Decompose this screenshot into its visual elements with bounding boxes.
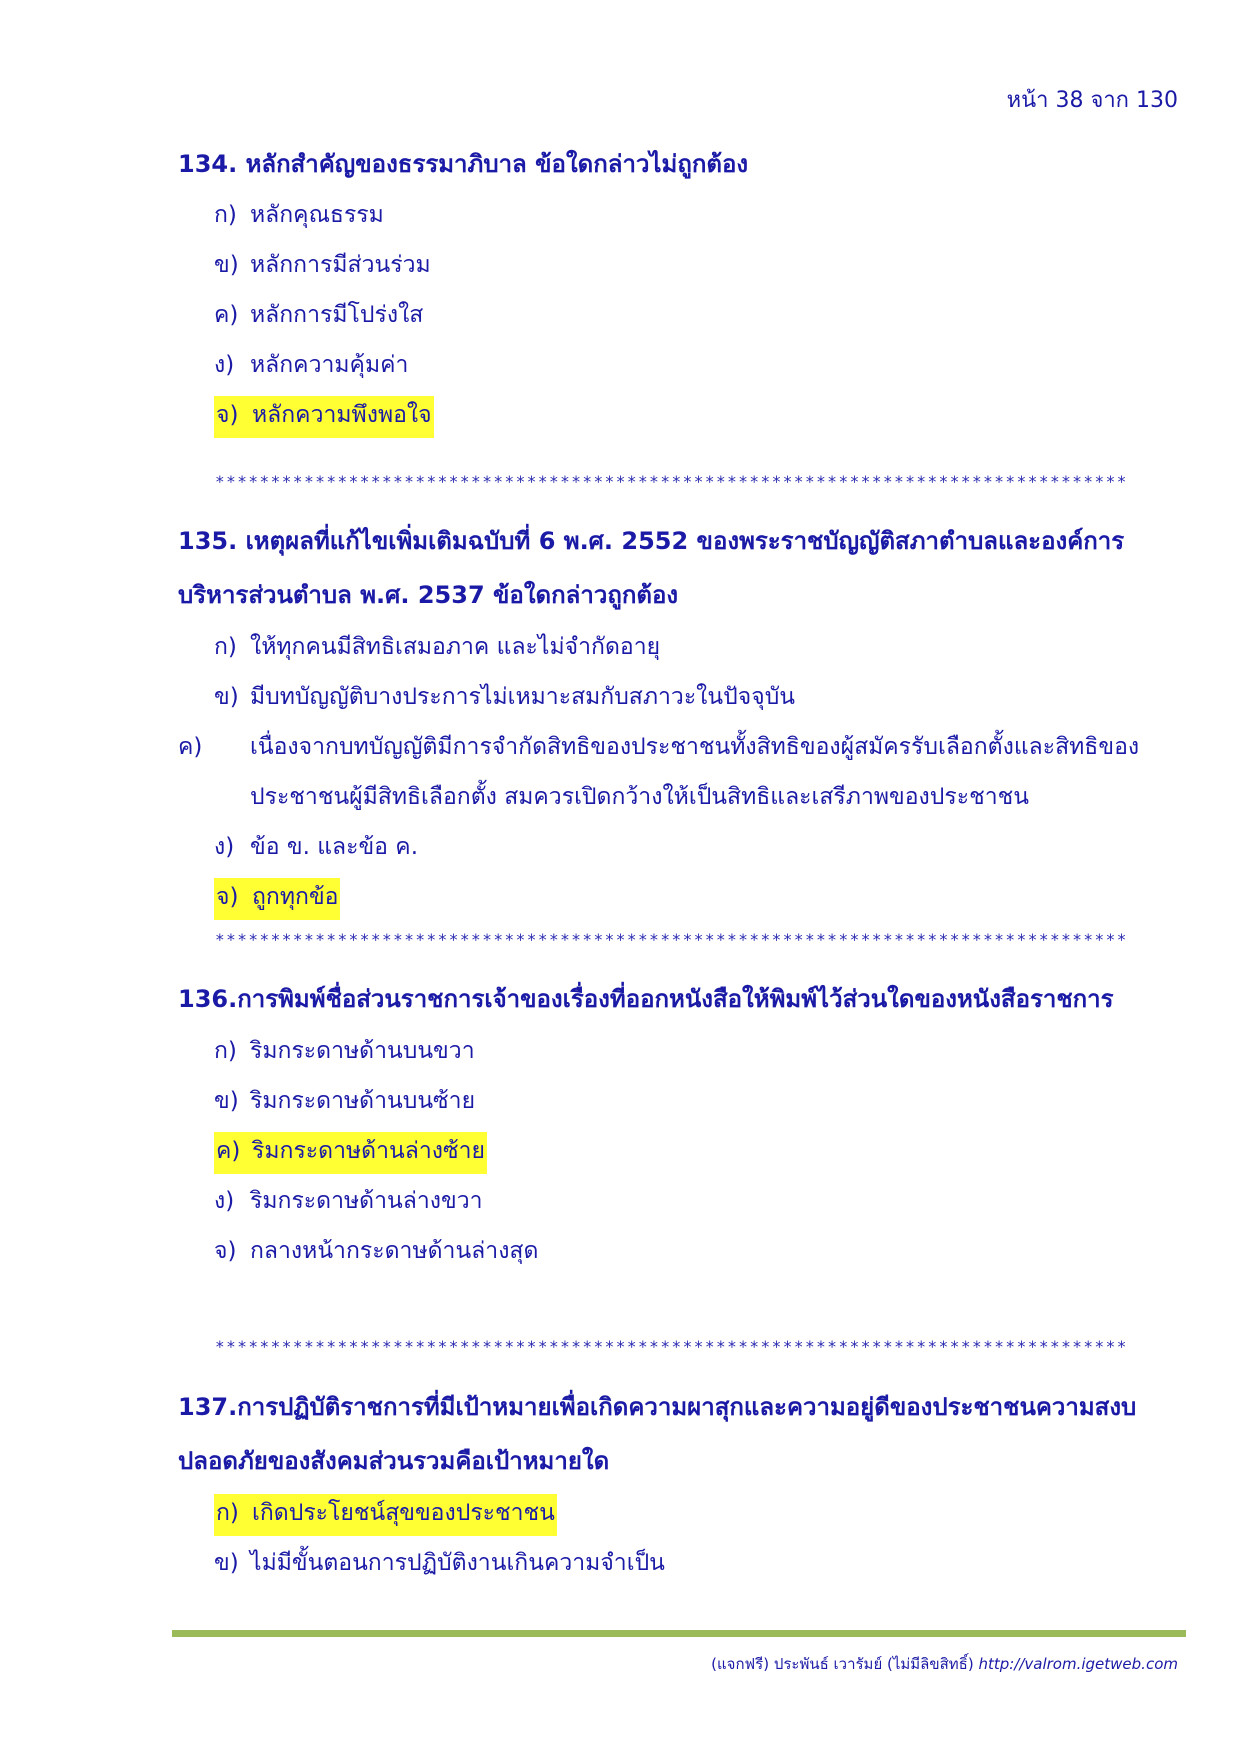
- option-item: ง) หลักความคุ้มค่า: [214, 352, 409, 378]
- footer-url-link[interactable]: http://valrom.igetweb.com: [978, 1655, 1178, 1673]
- option-item: ค) หลักการมีโปร่งใส: [214, 302, 424, 328]
- question-block-136: [178, 972, 1188, 1276]
- option-item-answer: [178, 872, 1188, 922]
- option-item: ก) หลักคุณธรรม: [214, 202, 384, 228]
- answer-highlight: จ) หลักความพึงพอใจ: [214, 396, 434, 438]
- option-item: ง) ข้อ ข. และข้อ ค.: [214, 834, 419, 860]
- answer-highlight: ก) เกิดประโยชน์สุขของประชาชน: [214, 1494, 557, 1536]
- option-item: ข) หลักการมีส่วนร่วม: [214, 252, 431, 278]
- footer-credit: (แจกฟรี) ประพันธ์ เวารัมย์ (ไม่มีลิขสิทธิ์): [711, 1655, 974, 1673]
- separator: **********************************************************************************: [215, 1337, 1128, 1356]
- option-item: ง) ริมกระดาษด้านล่างขวา: [214, 1188, 483, 1214]
- question-title: 136.การพิมพ์ชื่อส่วนราชการเจ้าของเรื่องที่ออกหนังสือให้พิมพ์ไว้ส่วนใดของหนังสือราชการ: [178, 985, 1114, 1013]
- question-title: 135. เหตุผลที่แก้ไขเพิ่มเติมฉบับที่ 6 พ.ศ. 2552 ของพระราชบัญญัติสภาตำบลและองค์การบริหารส่วนตำบล พ.ศ. 2537 ข้อใดกล่าวถูกต้อง: [178, 527, 1125, 609]
- option-list: [178, 622, 1188, 922]
- question-block-135: [178, 514, 1188, 922]
- option-list: [178, 190, 1188, 440]
- separator: **********************************************************************************: [215, 930, 1128, 949]
- option-list: [178, 1026, 1188, 1276]
- question-block-137: [178, 1380, 1188, 1588]
- question-block-134: [178, 138, 1188, 440]
- option-item: ค) เนื่องจากบทบัญญัติมีการจำกัดสิทธิของประชาชนทั้งสิทธิของผู้สมัครรับเลือกตั้งและสิทธิของประชาชนผู้มีสิทธิเลือกตั้ง สมควรเปิดกว้างให้เป็นสิทธิและเสรีภาพของประชาชน: [178, 734, 1140, 810]
- separator: **********************************************************************************: [215, 472, 1128, 491]
- option-list: [178, 1488, 1188, 1588]
- answer-highlight: จ) ถูกทุกข้อ: [214, 878, 340, 920]
- option-item-answer: [178, 1488, 1188, 1538]
- page-number: หน้า 38 จาก 130: [1006, 88, 1178, 113]
- option-item: ก) ให้ทุกคนมีสิทธิเสมอภาค และไม่จำกัดอายุ: [214, 634, 661, 660]
- option-item: ก) ริมกระดาษด้านบนขวา: [214, 1038, 475, 1064]
- option-item: ข) ริมกระดาษด้านบนซ้าย: [214, 1088, 476, 1114]
- option-item-answer: [178, 390, 1188, 440]
- option-item-answer: [178, 1126, 1188, 1176]
- footer: [711, 1652, 1178, 1676]
- answer-highlight: ค) ริมกระดาษด้านล่างซ้าย: [214, 1132, 487, 1174]
- option-item: ข) ไม่มีขั้นตอนการปฏิบัติงานเกินความจำเป็น: [214, 1550, 665, 1576]
- question-title: 137.การปฏิบัติราชการที่มีเป้าหมายเพื่อเกิดความผาสุกและความอยู่ดีของประชาชนความสงบปลอดภัยของสังคมส่วนรวมคือเป้าหมายใด: [178, 1393, 1137, 1475]
- question-title: 134. หลักสำคัญของธรรมาภิบาล ข้อใดกล่าวไม่ถูกต้อง: [178, 150, 749, 178]
- footer-divider: [172, 1630, 1186, 1637]
- option-item: ข) มีบทบัญญัติบางประการไม่เหมาะสมกับสภาวะในปัจจุบัน: [214, 684, 796, 710]
- option-item: จ) กลางหน้ากระดาษด้านล่างสุด: [214, 1238, 539, 1264]
